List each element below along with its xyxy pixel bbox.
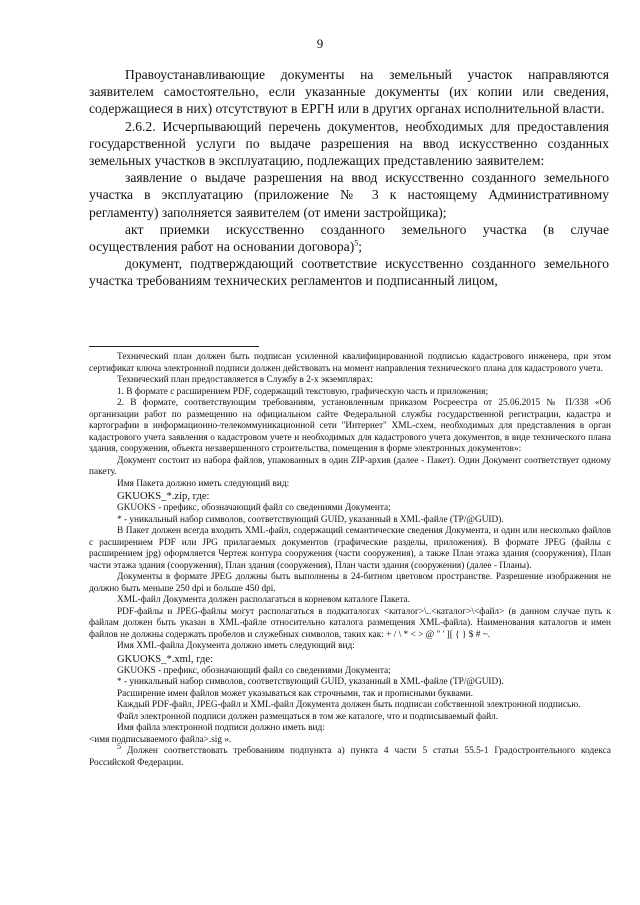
footnote-5-text: Должен соответствовать требованиям подпункта а) пункта 4 части 5 статьи 55.5-1 Градостроительного кодекса Российской Федерации.: [89, 746, 611, 768]
note-7: GKUOKS_*.zip, где:: [117, 491, 210, 502]
note-1: Технический план должен быть подписан усиленной квалифицированной подписью кадастрового инженера, при этом сертификат ключа электронной подписи должен действовать на момент направления технического плана для кадастрового учета.: [89, 352, 611, 374]
page-number: 9: [316, 36, 324, 51]
note-18: Расширение имен файлов может указываться как строчными, так и прописными буквами.: [117, 688, 473, 699]
note-15: GKUOKS_*.xml, где:: [117, 653, 214, 665]
footnote-5: [89, 741, 611, 769]
note-13: PDF-файлы и JPEG-файлы могут располагаться в подкаталогах <каталог>\..<каталог>\<файл> (в данном случае путь к файлам должен быть указан в XML-файле относительно каталога размещения XML-файла). Наименования каталогов и имен файлов не должны содержать пробелов и служебных символов, таких как: + / \ * < > @ " ' ][ { } $ # ~.: [89, 606, 611, 640]
note-8: GKUOKS - префикс, обозначающий файл со сведениями Документа;: [117, 503, 391, 513]
footnotes: [89, 352, 611, 769]
note-11: Документы в формате JPEG должны быть выполнены в 24-битном цветовом пространстве. Разрешение изображения не должно быть меньше 250 dpi и больше 450 dpi.: [89, 572, 611, 594]
note-4: 2. В формате, соответствующим требованиям, установленным приказом Росреестра от 25.06.2015 № П/338 «Об организации работ по размещению на официальном сайте Федеральной службы государственной регистрации, кадастра и картографии в информационно-телекоммуникационной сети "Интернет" XML-схем, необходимых для представления в орган кадастрового учета заявления о кадастровом учете и необходимых для кадастрового учета документов, в виде технического плана здания, сооружения, объекта незавершенного строительства, помещения в форме электронных документов»:: [89, 398, 611, 454]
note-12: XML-файл Документа должен располагаться в корневом каталоге Пакета.: [117, 595, 410, 605]
note-6: Имя Пакета должно иметь следующий вид:: [117, 478, 290, 489]
paragraph-2: 2.6.2. Исчерпывающий перечень документов, необходимых для предоставления государственной услуги по выдаче разрешения на ввод искусственно созданных земельных участков в эксплуатацию, подлежащих представлению заявителем:: [89, 118, 609, 169]
note-22: <имя подписываемого файла>.sig ».: [89, 734, 232, 745]
note-2: Технический план предоставляется в Службу в 2-х экземплярах:: [117, 375, 373, 385]
note-19: Каждый PDF-файл, JPEG-файл и XML-файл Документа должен быть подписан собственной электронной подписью.: [117, 700, 581, 710]
note-9: * - уникальный набор символов, соответствующий GUID, указанный в XML-файле (TP/@GUID).: [117, 514, 504, 525]
note-17: * - уникальный набор символов, соответствующий GUID, указанный в XML-файле (TP/@GUID).: [117, 677, 504, 687]
paragraph-4: акт приемки искусственно созданного земельного участка (в случае осуществления работ на основании договора)$^5$;: [89, 221, 609, 255]
note-16: GKUOKS - префикс, обозначающий файл со сведениями Документа;: [117, 665, 391, 676]
footnote-separator: [89, 346, 259, 347]
note-21: Имя файла электронной подписи должно иметь вид:: [117, 723, 325, 733]
paragraph-1: Правоустанавливающие документы на земельный участок направляются заявителем самостоятельно, если указанные документы (их копии или сведения, содержащиеся в них) отсутствуют в ЕРГН или в других органах исполнительной власти.: [89, 67, 609, 117]
note-20: Файл электронной подписи должен размещаться в том же каталоге, что и подписываемый файл.: [117, 711, 499, 722]
note-14: Имя XML-файла Документа должно иметь следующий вид:: [117, 641, 355, 651]
main-text: [89, 66, 609, 290]
note-10: В Пакет должен всегда входить XML-файл, содержащий семантические сведения Документа, и один или несколько файлов с расширением PDF или JPG прилагаемых документов (графические разделы, приложения). В формате JPEG (файлы с расширением jpg) оформляется Чертеж контура сооружения (части сооружения), а также План этажа здания (сооружения), План части этажа здания (сооружения), План здания (сооружения), План части здания (сооружения) (далее - Планы).: [89, 526, 611, 571]
note-3: 1. В формате с расширением PDF, содержащий текстовую, графическую часть и приложения;: [117, 386, 489, 397]
footnote-ref-5: 5: [354, 238, 359, 248]
paragraph-3: заявление о выдаче разрешения на ввод искусственно созданного земельного участка в эксплуатацию (приложение № 3 к настоящему Административному регламенту) заполняется заявителем (от имени застройщика);: [89, 170, 609, 220]
note-5: Документ состоит из набора файлов, упакованных в один ZIP-архив (далее - Пакет). Один Документ соответствует одному пакету.: [89, 455, 611, 477]
paragraph-5: документ, подтверждающий соответствие искусственно созданного земельного участка требованиям технических регламентов и подписанный лицом,: [89, 256, 609, 289]
paragraph-4-text: акт приемки искусственно созданного земельного участка (в случае осуществления работ на основании договора): [89, 221, 609, 255]
footnote-5-mark: 5: [117, 741, 121, 751]
